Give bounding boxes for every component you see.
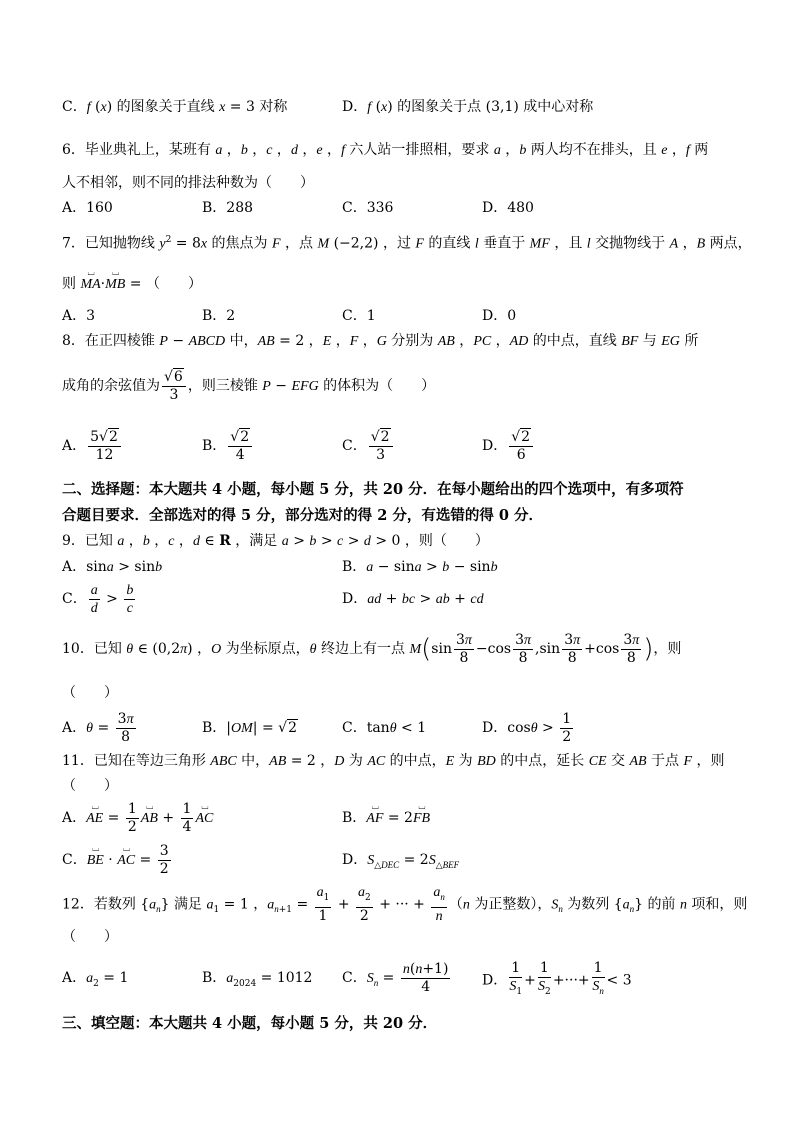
- q12-stem-line2: （ ）: [62, 929, 118, 945]
- q9-stem: 9．已知 a ，b ，c ，d ∈ R ，满足 a > b > c > d > 0 ，则（ ）: [62, 533, 489, 549]
- q7-option-b: B．2: [202, 308, 236, 324]
- q11-option-a: A．⌴ AE = $\frac{1}{2}$ ⌴ AB + $\frac{1}{4}$ ⌴ AC: [62, 800, 213, 837]
- q7-stem-line1: 7．已知抛物线 $y^2 = 8x$ 的焦点为 F ，点 M (−2,2) ，过 F 的直线 l 垂直于 MF ，且 l 交抛物线于 A ，B 两点，: [62, 235, 752, 252]
- q8-stem-line1: 8．在正四棱锥 P − ABCD 中，AB = 2 ，E ，F ，G 分别为 AB ，PC ，AD 的中点，直线 BF 与 EG 所: [62, 333, 699, 349]
- q6-option-a: A．160: [62, 200, 113, 216]
- q8-stem-line2: 成角的余弦值为 $\frac{√6}{3}$ ，则三棱锥 P − EFG 的体积为（ ）: [62, 368, 436, 403]
- q12-option-d: D． $\frac{1}{S_1}$ + $\frac{1}{S_2}$ +···+ $\frac{1}{S_n}$ < 3: [482, 960, 632, 997]
- q8-cosine-fraction: $\frac{√6}{3}$: [162, 369, 186, 404]
- q10-option-c: C．tanθ < 1: [342, 720, 427, 736]
- q9-option-c: C． $\frac{a}{d}$ > $\frac{b}{c}$: [62, 582, 134, 616]
- q11-stem-line2: （ ）: [62, 778, 118, 794]
- q6-option-b: B．288: [202, 200, 254, 216]
- section-2-heading-line2: 合题目要求．全部选对的得 5 分，部分选对的得 2 分，有选错的得 0 分．: [62, 507, 544, 524]
- q10-option-a: A．θ = $\frac{3\pi}{8}$: [62, 710, 134, 745]
- q9-option-d: D．ad + bc > ab + cd: [342, 591, 484, 607]
- q11-option-b: B．⌴ AF = 2⌴ FB: [342, 808, 430, 829]
- q6-option-d: D．480: [482, 200, 534, 216]
- section-3-heading: 三、填空题：本大题共 4 小题，每小题 5 分，共 20 分．: [62, 1015, 438, 1032]
- q7-option-a: A．3: [62, 308, 96, 324]
- q10-stem-line2: （ ）: [62, 685, 118, 701]
- q5-option-c: C．f (x) 的图象关于直线 x = 3 对称: [62, 99, 288, 115]
- q12-option-a: A．$a_2 = 1$: [62, 970, 129, 989]
- q8-option-d: D． $\frac{√2}{6}$: [482, 428, 535, 464]
- q7-option-d: D．0: [482, 308, 517, 324]
- q11-option-c: C．⌴ BE · ⌴ AC = $\frac{3}{2}$: [62, 842, 173, 879]
- q8-option-a: A． $\frac{5√2}{12}$: [62, 428, 123, 464]
- q12-stem-line1: 12．若数列 $\{a_n\}$ 满足 $a_1 = 1$ ，$a_{n+1}$ = $\frac{a_1}{1}$ + $\frac{a_2}{2}$ + ··· + $\frac{a_n}{n}$ （n 为正整数），$S_n$ 为数列 $\{a_n\}$ 的前 n 项和，则: [62, 885, 748, 924]
- q8-option-b: B． $\frac{√2}{4}$: [202, 428, 254, 464]
- q10-stem-line1: 10．已知 θ ∈ (0,2π) ，O 为坐标原点，θ 终边上有一点 M(sin $\frac{3\pi}{8}$ −cos $\frac{3\pi}{8}$ ,sin $\frac{3\pi}{8}$ +cos $\frac{3\pi}{8}$ )，则: [62, 631, 682, 666]
- q9-option-a: A．sina > sinb: [62, 559, 163, 575]
- q6-stem-line2: 人不相邻，则不同的排法种数为（ ）: [62, 175, 314, 191]
- q6-stem-line1: 6．毕业典礼上，某班有 a ，b ，c ，d ，e ，f 六人站一排照相，要求 a ，b 两人均不在排头，且 e ，f 两: [62, 142, 709, 158]
- q12-option-c: C．$S_n$ = $\frac{n(n+1)}{4}$: [342, 960, 449, 995]
- q10-option-b: B．|OM| = √2: [202, 720, 297, 736]
- q12-option-b: B．$a_{2024} = 1012$: [202, 970, 313, 989]
- q6-option-c: C．336: [342, 200, 394, 216]
- q11-stem-line1: 11．已知在等边三角形 ABC 中，AB = 2 ，D 为 AC 的中点，E 为 BD 的中点，延长 CE 交 AB 于点 F ，则: [62, 753, 725, 769]
- q5-option-d: D．f (x) 的图象关于点 (3,1) 成中心对称: [342, 99, 594, 115]
- q9-option-b: B．a − sina > b − sinb: [342, 559, 498, 575]
- q7-stem-line2: 则 ⌴ MA·⌴ MB = （ ）: [62, 274, 202, 295]
- q8-option-c: C． $\frac{√2}{3}$: [342, 428, 395, 464]
- q7-option-c: C．1: [342, 308, 376, 324]
- q10-option-d: D．cosθ > $\frac{1}{2}$: [482, 710, 572, 745]
- section-2-heading-line1: 二、选择题：本大题共 4 小题，每小题 5 分，共 20 分．在每小题给出的四个选项中，有多项符: [62, 481, 684, 498]
- q11-option-d: D．$S_{\triangle DEC} = 2S_{\triangle BEF}$: [342, 852, 460, 871]
